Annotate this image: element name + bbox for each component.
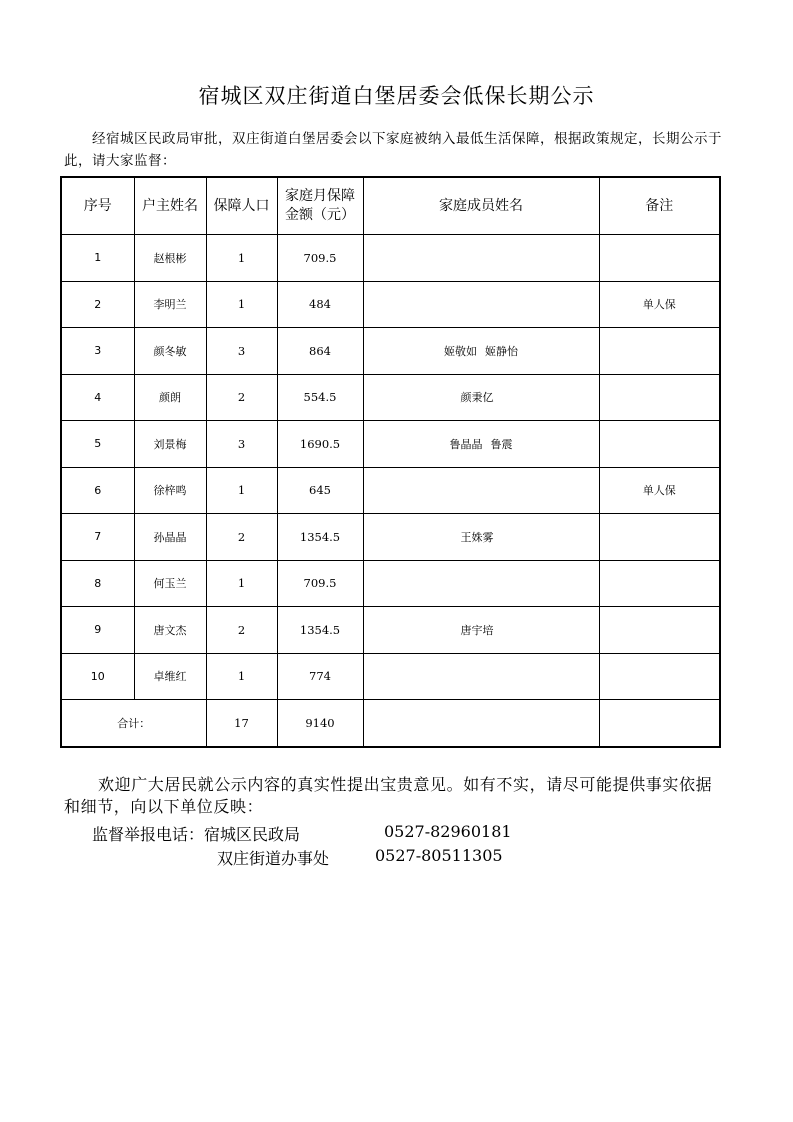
table-header-row	[61, 177, 720, 235]
cell-members	[363, 514, 599, 561]
cell-seq: 8	[61, 560, 134, 607]
cell-remark	[599, 374, 720, 421]
cell-amount: 709.5	[277, 560, 363, 607]
member-name: 鲁震	[490, 437, 513, 451]
cell-remark: 单人保	[599, 467, 720, 514]
cell-seq: 9	[61, 607, 134, 654]
cell-amount: 864	[277, 328, 363, 375]
cell-amount: 1354.5	[277, 514, 363, 561]
table-total-row	[61, 700, 720, 747]
cell-amount: 709.5	[277, 235, 363, 282]
total-remark-empty	[599, 700, 720, 747]
member-name: 姬静怡	[485, 344, 518, 358]
contact-line-1	[92, 822, 512, 845]
table-row	[61, 281, 720, 328]
cell-head-name: 孙晶晶	[134, 514, 206, 561]
cell-seq: 10	[61, 653, 134, 700]
cell-members	[363, 281, 599, 328]
cell-amount: 554.5	[277, 374, 363, 421]
total-amount: 9140	[277, 700, 363, 747]
cell-persons: 2	[206, 374, 277, 421]
total-members-empty	[363, 700, 599, 747]
cell-seq: 2	[61, 281, 134, 328]
table-row	[61, 328, 720, 375]
member-name: 唐宇培	[460, 623, 494, 637]
cell-members	[363, 467, 599, 514]
cell-seq: 1	[61, 235, 134, 282]
cell-seq: 3	[61, 328, 134, 375]
header-persons: 保障人口	[206, 177, 277, 235]
cell-amount: 1690.5	[277, 421, 363, 468]
cell-persons: 3	[206, 328, 277, 375]
cell-amount: 1354.5	[277, 607, 363, 654]
cell-persons: 1	[206, 560, 277, 607]
contact-phone: 0527-82960181	[384, 822, 512, 841]
cell-head-name: 何玉兰	[134, 560, 206, 607]
cell-seq: 5	[61, 421, 134, 468]
member-name: 颜秉亿	[460, 391, 494, 405]
table-row	[61, 653, 720, 700]
member-name: 王姝雾	[460, 530, 494, 544]
cell-remark: 单人保	[599, 281, 720, 328]
recipient-table	[60, 176, 721, 748]
cell-head-name: 唐文杰	[134, 607, 206, 654]
cell-head-name: 徐梓鸣	[134, 467, 206, 514]
cell-remark	[599, 328, 720, 375]
header-head-name: 户主姓名	[134, 177, 206, 235]
cell-members	[363, 653, 599, 700]
table-row	[61, 467, 720, 514]
cell-amount: 645	[277, 467, 363, 514]
table-row	[61, 607, 720, 654]
total-label: 合计：	[61, 700, 206, 747]
total-persons: 17	[206, 700, 277, 747]
contact-org: 宿城区民政局	[204, 825, 301, 844]
member-name: 鲁晶晶	[449, 437, 483, 451]
cell-remark	[599, 653, 720, 700]
cell-seq: 7	[61, 514, 134, 561]
cell-head-name: 李明兰	[134, 281, 206, 328]
cell-amount: 774	[277, 653, 363, 700]
contact-line-2	[217, 846, 503, 869]
contact-org: 双庄街道办事处	[217, 849, 330, 868]
cell-head-name: 颜朗	[134, 374, 206, 421]
intro-paragraph: 经宿城区民政局审批，双庄街道白堡居委会以下家庭被纳入最低生活保障，根据政策规定，长期公示于此，请大家监督：	[64, 131, 722, 169]
table-row	[61, 560, 720, 607]
cell-head-name: 颜冬敏	[134, 328, 206, 375]
cell-persons: 2	[206, 607, 277, 654]
cell-persons: 2	[206, 514, 277, 561]
cell-members	[363, 421, 599, 468]
contact-phone: 0527-80511305	[375, 846, 503, 865]
cell-remark	[599, 235, 720, 282]
header-amount-line2: 金额（元）	[285, 207, 355, 223]
cell-members	[363, 374, 599, 421]
cell-members	[363, 607, 599, 654]
table-row	[61, 374, 720, 421]
header-members: 家庭成员姓名	[363, 177, 599, 235]
cell-remark	[599, 560, 720, 607]
cell-remark	[599, 421, 720, 468]
cell-amount: 484	[277, 281, 363, 328]
header-remark: 备注	[599, 177, 720, 235]
cell-persons: 1	[206, 467, 277, 514]
cell-persons: 1	[206, 653, 277, 700]
cell-remark	[599, 607, 720, 654]
closing-section	[64, 774, 714, 818]
table-row	[61, 421, 720, 468]
table-row	[61, 235, 720, 282]
cell-remark	[599, 514, 720, 561]
cell-head-name: 赵根彬	[134, 235, 206, 282]
table-row	[61, 514, 720, 561]
cell-members	[363, 560, 599, 607]
page-title: 宿城区双庄街道白堡居委会低保长期公示	[198, 84, 595, 108]
closing-paragraph: 欢迎广大居民就公示内容的真实性提出宝贵意见。如有不实，请尽可能提供事实依据和细节，向以下单位反映：	[64, 775, 713, 816]
cell-head-name: 卓维红	[134, 653, 206, 700]
cell-members	[363, 235, 599, 282]
cell-seq: 6	[61, 467, 134, 514]
cell-seq: 4	[61, 374, 134, 421]
header-amount-line1: 家庭月保障	[285, 188, 355, 204]
member-name: 姬敬如	[444, 344, 477, 358]
hotline-label: 监督举报电话：	[92, 825, 205, 844]
header-amount	[277, 177, 363, 235]
cell-persons: 3	[206, 421, 277, 468]
cell-head-name: 刘景梅	[134, 421, 206, 468]
cell-persons: 1	[206, 235, 277, 282]
header-seq: 序号	[61, 177, 134, 235]
cell-members	[363, 328, 599, 375]
cell-persons: 1	[206, 281, 277, 328]
